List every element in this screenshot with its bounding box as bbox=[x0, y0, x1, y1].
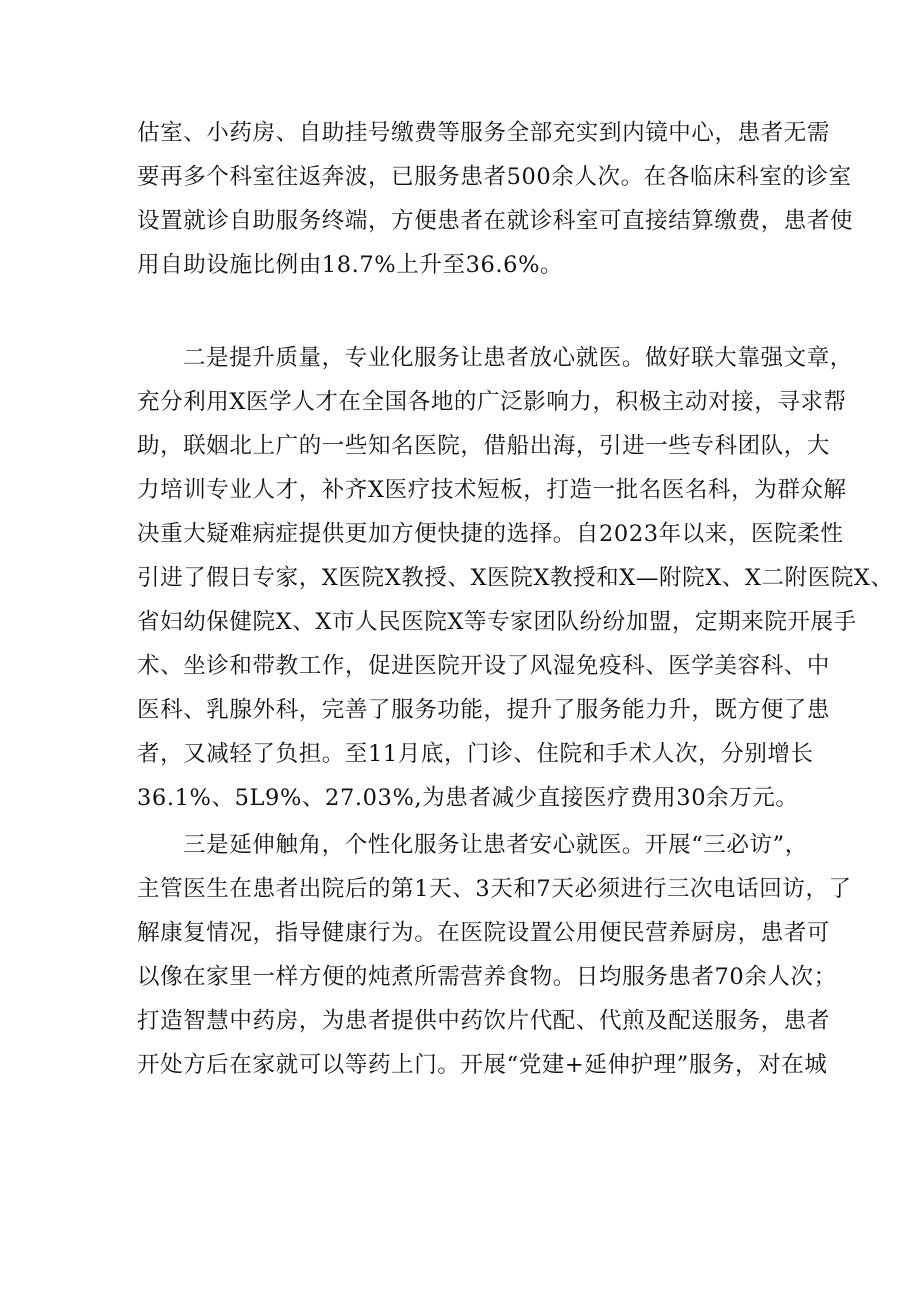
text-line: 打造智慧中药房，为患者提供中药饮片代配、代煎及配送服务，患者 bbox=[137, 1008, 831, 1034]
text-line: 省妇幼保健院X、X市人民医院X等专家团队纷纷加盟，定期来院开展手 bbox=[137, 609, 857, 635]
text-line: 充分利用X医学人才在全国各地的广泛影响力，积极主动对接，寻求帮 bbox=[137, 389, 847, 415]
text-line: 力培训专业人才，补齐X医疗技术短板，打造一批名医名科，为群众解 bbox=[137, 477, 847, 503]
text-line: 36.1%、5L9%、27.03%,为患者减少直接医疗费用30余万元。 bbox=[137, 785, 799, 811]
text-line: 助，联姻北上广的一些知名医院，借船出海，引进一些专科团队，大 bbox=[137, 433, 831, 459]
text-line: 主管医生在患者出院后的第1天、3天和7天必须进行三次电话回访，了 bbox=[137, 876, 852, 902]
text-line: 用自助设施比例由18.7%上升至36.6%。 bbox=[137, 252, 564, 278]
text-line: 三是延伸触角，个性化服务让患者安心就医。开展“三必访”， bbox=[183, 832, 808, 858]
text-line: 以像在家里一样方便的炖煮所需营养食物。日均服务患者70余人次； bbox=[137, 964, 837, 990]
text-line: 开处方后在家就可以等药上门。开展“党建+延伸护理”服务，对在城 bbox=[137, 1052, 828, 1078]
text-line: 解康复情况，指导健康行为。在医院设置公用便民营养厨房，患者可 bbox=[137, 920, 831, 946]
text-line: 二是提升质量，专业化服务让患者放心就医。做好联大靠强文章， bbox=[183, 345, 853, 371]
text-line: 者，又减轻了负担。至11月底，门诊、住院和手术人次，分别增长 bbox=[137, 741, 814, 767]
text-line: 要再多个科室往返奔波，已服务患者500余人次。在各临床科室的诊室 bbox=[137, 164, 852, 190]
text-line: 设置就诊自助服务终端，方便患者在就诊科室可直接结算缴费，患者使 bbox=[137, 208, 854, 234]
text-line: 引进了假日专家，X医院X教授、X医院X教授和X—附院X、X二附医院X、 bbox=[137, 565, 894, 591]
text-line: 术、坐诊和带教工作，促进医院开设了风湿免疫科、医学美容科、中 bbox=[137, 653, 831, 679]
text-line: 决重大疑难病症提供更加方便快捷的选择。自2023年以来，医院柔性 bbox=[137, 521, 844, 547]
text-line: 医科、乳腺外科，完善了服务功能，提升了服务能力升，既方便了患 bbox=[137, 697, 831, 723]
text-line: 估室、小药房、自助挂号缴费等服务全部充实到内镜中心，患者无需 bbox=[137, 120, 831, 146]
